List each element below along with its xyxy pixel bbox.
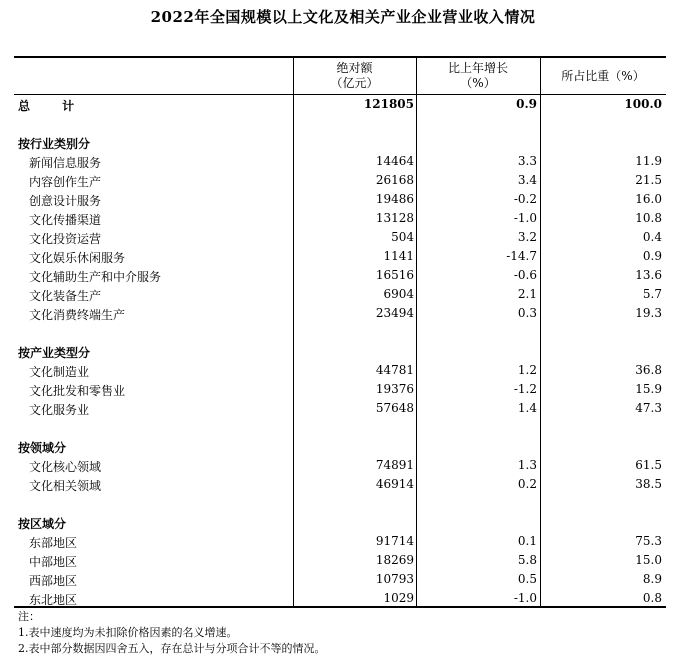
- cell-share: 16.0: [635, 192, 662, 206]
- cell-growth: 0.2: [517, 477, 537, 491]
- cell-amount: 10793: [375, 572, 414, 586]
- section-heading-label: 按区域分: [18, 517, 67, 531]
- table-row-label: 创意设计服务: [29, 194, 102, 208]
- notes-heading: 注：: [18, 610, 40, 623]
- cell-amount: 46914: [375, 477, 414, 491]
- cell-share: 11.9: [635, 154, 662, 168]
- cell-growth: 0.3: [517, 306, 537, 320]
- cell-growth: -0.6: [513, 268, 537, 282]
- table-notes: [18, 609, 326, 657]
- cell-share: 5.7: [642, 287, 662, 301]
- cell-amount: 26168: [375, 173, 414, 187]
- section-heading-label: 按产业类型分: [18, 346, 91, 360]
- table-row: [14, 171, 666, 190]
- cell-share: 0.8: [642, 591, 662, 605]
- cell-growth: -14.7: [506, 249, 537, 263]
- table-row-label: 东部地区: [29, 536, 78, 550]
- cell-growth: 1.3: [517, 458, 537, 472]
- table-row: [14, 228, 666, 247]
- cell-share: 0.4: [642, 230, 662, 244]
- header-growth-line1: 比上年增长: [447, 61, 508, 75]
- table-row: [14, 380, 666, 399]
- section-heading: [14, 342, 666, 361]
- header-growth: [416, 58, 540, 94]
- table-row-label: 中部地区: [29, 555, 78, 569]
- table-row-label: 内容创作生产: [29, 175, 102, 189]
- table-row-label: 文化消费终端生产: [29, 308, 126, 322]
- cell-share: 8.9: [642, 572, 662, 586]
- cell-growth: 0.9: [516, 97, 537, 111]
- cell-share: 47.3: [635, 401, 662, 415]
- table-row: [14, 285, 666, 304]
- cell-amount: 13128: [375, 211, 414, 225]
- cell-amount: 121805: [363, 97, 414, 111]
- cell-share: 10.8: [635, 211, 662, 225]
- table-row-label: 文化核心领域: [29, 460, 102, 474]
- table-row-label: 文化娱乐休闲服务: [29, 251, 126, 265]
- table-row: [14, 399, 666, 418]
- table-row: [14, 475, 666, 494]
- cell-share: 15.0: [635, 553, 662, 567]
- cell-share: 19.3: [635, 306, 662, 320]
- cell-amount: 1141: [383, 249, 414, 263]
- section-heading: [14, 133, 666, 152]
- cell-amount: 44781: [375, 363, 414, 377]
- cell-amount: 91714: [375, 534, 414, 548]
- table-row-label: 文化批发和零售业: [29, 384, 126, 398]
- table-row-label: 文化投资运营: [29, 232, 102, 246]
- cell-amount: 14464: [375, 154, 414, 168]
- table-row-label: 文化服务业: [29, 403, 90, 417]
- section-heading: [14, 437, 666, 456]
- cell-amount: 23494: [375, 306, 414, 320]
- cell-share: 38.5: [635, 477, 662, 491]
- table-row-label: 新闻信息服务: [29, 156, 102, 170]
- table-row-label: 文化辅助生产和中介服务: [29, 270, 162, 284]
- table-row: [14, 247, 666, 266]
- cell-amount: 504: [391, 230, 414, 244]
- cell-growth: -0.2: [513, 192, 537, 206]
- cell-growth: 3.3: [517, 154, 537, 168]
- cell-amount: 18269: [375, 553, 414, 567]
- header-share: [540, 58, 666, 94]
- cell-share: 15.9: [635, 382, 662, 396]
- table-row-label: 文化装备生产: [29, 289, 102, 303]
- cell-amount: 16516: [375, 268, 414, 282]
- cell-share: 0.9: [642, 249, 662, 263]
- table-title: 2022年全国规模以上文化及相关产业企业营业收入情况: [150, 8, 536, 26]
- header-growth-line2: （%）: [460, 76, 496, 90]
- table-row: [14, 152, 666, 171]
- table-row-label: 东北地区: [29, 593, 78, 607]
- table-row-label: 文化传播渠道: [29, 213, 102, 227]
- cell-share: 21.5: [635, 173, 662, 187]
- header-amount-line1: 绝对额: [336, 61, 373, 75]
- section-heading: [14, 513, 666, 532]
- header-amount: [293, 58, 416, 94]
- total-row-label: 总 计: [18, 99, 89, 113]
- table-row: [14, 589, 666, 608]
- table-row-label: 文化相关领域: [29, 479, 102, 493]
- cell-growth: -1.0: [513, 211, 537, 225]
- table-row-label: 西部地区: [29, 574, 78, 588]
- table-row: [14, 551, 666, 570]
- table-row: [14, 209, 666, 228]
- table-row-label: 文化制造业: [29, 365, 90, 379]
- cell-growth: 1.4: [517, 401, 537, 415]
- cell-growth: 1.2: [517, 363, 537, 377]
- note-item: 2.表中部分数据因四舍五入，存在总计与分项合计不等的情况。: [18, 642, 326, 655]
- total-row: [14, 95, 666, 114]
- header-amount-line2: （亿元）: [330, 76, 379, 90]
- cell-growth: 0.5: [517, 572, 537, 586]
- cell-share: 75.3: [635, 534, 662, 548]
- cell-amount: 1029: [383, 591, 414, 605]
- header-share-label: 所占比重（%）: [561, 68, 645, 83]
- section-heading-label: 按领域分: [18, 441, 67, 455]
- cell-growth: 5.8: [517, 553, 537, 567]
- cell-share: 13.6: [635, 268, 662, 282]
- table-row: [14, 456, 666, 475]
- table-row: [14, 190, 666, 209]
- cell-growth: -1.2: [513, 382, 537, 396]
- cell-share: 100.0: [624, 97, 662, 111]
- cell-share: 61.5: [635, 458, 662, 472]
- cell-amount: 19486: [375, 192, 414, 206]
- section-heading-label: 按行业类别分: [18, 137, 91, 151]
- cell-growth: 2.1: [517, 287, 537, 301]
- cell-growth: 3.2: [517, 230, 537, 244]
- table-row: [14, 361, 666, 380]
- table-row: [14, 532, 666, 551]
- cell-amount: 6904: [383, 287, 414, 301]
- cell-amount: 74891: [375, 458, 414, 472]
- table-row: [14, 266, 666, 285]
- cell-growth: 0.1: [517, 534, 537, 548]
- note-item: 1.表中速度均为未扣除价格因素的名义增速。: [18, 626, 238, 639]
- cell-amount: 57648: [375, 401, 414, 415]
- cell-growth: -1.0: [513, 591, 537, 605]
- table-row: [14, 570, 666, 589]
- table-row: [14, 304, 666, 323]
- cell-amount: 19376: [375, 382, 414, 396]
- cell-growth: 3.4: [517, 173, 537, 187]
- cell-share: 36.8: [635, 363, 662, 377]
